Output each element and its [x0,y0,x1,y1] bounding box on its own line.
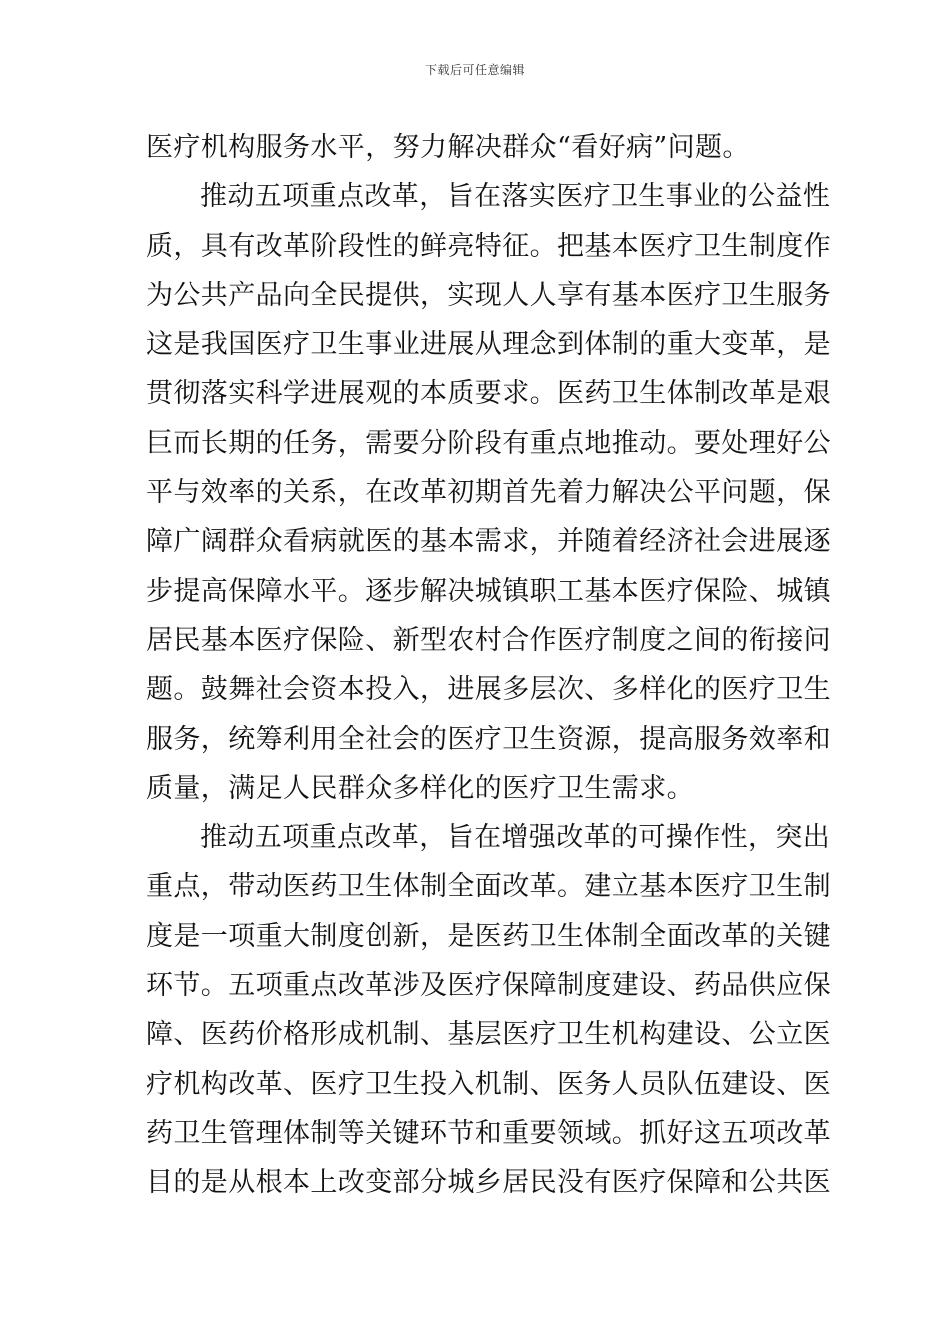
text-line: 医疗机构服务水平，努力解决群众“看好病”问题。 [146,132,750,163]
text-line: 巨而长期的任务，需要分阶段有重点地推动。要处理好公 [146,427,831,459]
text-line: 推动五项重点改革，旨在增强改革的可操作性，突出 [200,822,831,854]
text-line: 贯彻落实科学进展观的本质要求。医药卫生体制改革是艰 [146,378,831,410]
text-line: 服务，统筹利用全社会的医疗卫生资源，提高服务效率和 [146,723,831,755]
text-line: 平与效率的关系，在改革初期首先着力解决公平问题，保 [146,477,831,509]
text-line: 障、医药价格形成机制、基层医疗卫生机构建设、公立医 [146,1019,831,1051]
text-line: 居民基本医疗保险、新型农村合作医疗制度之间的衔接问 [146,624,831,656]
page-header: 下载后可任意编辑 [424,63,525,77]
text-line: 推动五项重点改革，旨在落实医疗卫生事业的公益性 [200,181,831,213]
text-line: 质量，满足人民群众多样化的医疗卫生需求。 [146,772,694,804]
text-line: 为公共产品向全民提供，实现人人享有基本医疗卫生服务 [146,279,831,311]
text-line: 质，具有改革阶段性的鲜亮特征。把基本医疗卫生制度作 [146,230,831,262]
text-line: 疗机构改革、医疗卫生投入机制、医务人员队伍建设、医 [146,1068,831,1100]
text-line: 障广阔群众看病就医的基本需求，并随着经济社会进展逐 [146,526,831,558]
text-line: 药卫生管理体制等关键环节和重要领域。抓好这五项改革 [146,1117,831,1149]
document-body [146,128,831,1213]
text-line: 重点，带动医药卫生体制全面改革。建立基本医疗卫生制 [146,871,831,903]
text-line: 步提高保障水平。逐步解决城镇职工基本医疗保险、城镇 [146,575,831,607]
text-line: 环节。五项重点改革涉及医疗保障制度建设、药品供应保 [146,970,831,1002]
text-line: 题。鼓舞社会资本投入，进展多层次、多样化的医疗卫生 [146,674,831,706]
text-line: 度是一项重大制度创新，是医药卫生体制全面改革的关键 [146,920,831,952]
text-line: 这是我国医疗卫生事业进展从理念到体制的重大变革，是 [146,329,831,361]
text-line: 目的是从根本上改变部分城乡居民没有医疗保障和公共医 [146,1167,831,1199]
